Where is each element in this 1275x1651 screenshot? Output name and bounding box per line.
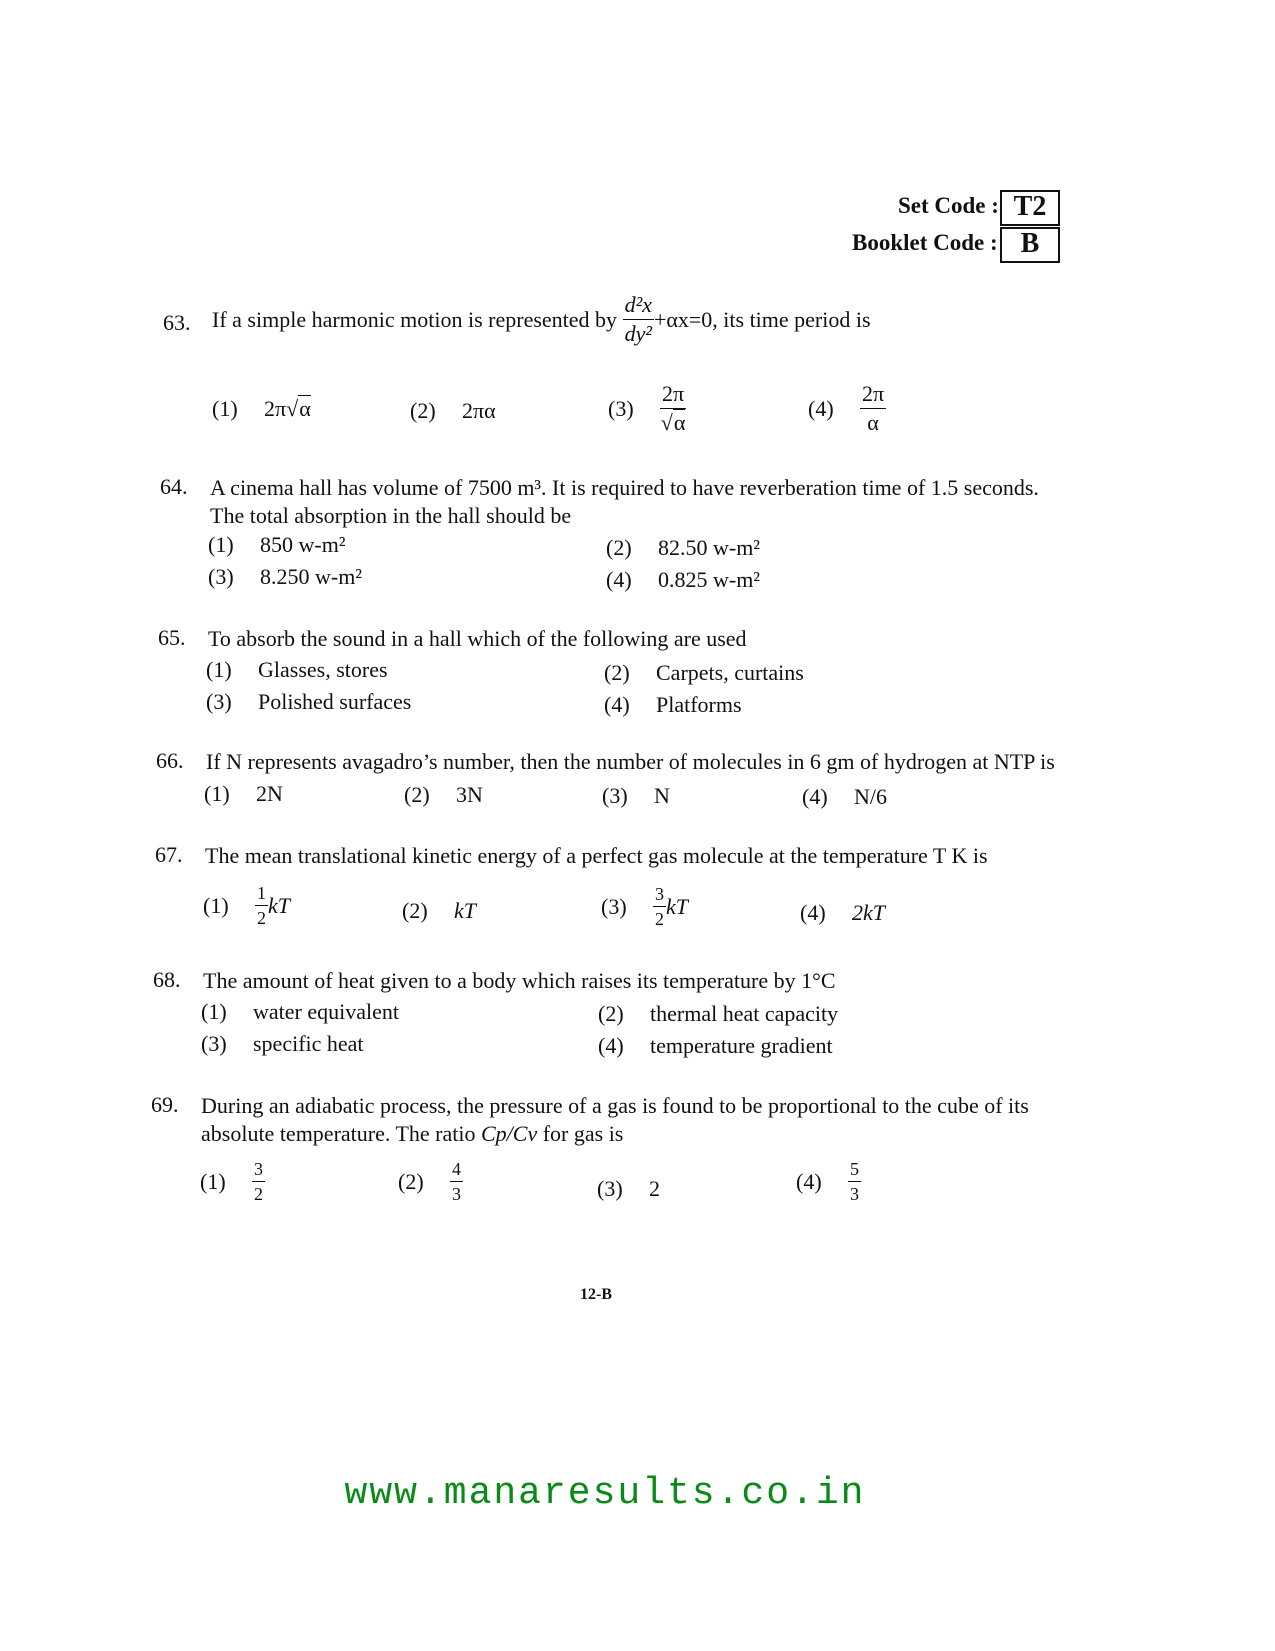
- ratio-term: Cp/Cv: [480, 1121, 538, 1146]
- question-number: 66.: [156, 748, 184, 773]
- option-2: (2) 2πα: [410, 398, 496, 423]
- question-number: 69.: [151, 1092, 179, 1117]
- option-1: (1) Glasses, stores: [206, 657, 388, 682]
- question-number: 64.: [160, 474, 188, 499]
- option-4: (4) 2kT: [800, 900, 885, 925]
- question-number: 63.: [163, 310, 191, 335]
- option-3: (3) $\frac{3}{2}$ kT: [601, 884, 688, 929]
- option-4: (4) $\frac{2\pi}{\alpha}$: [808, 381, 885, 435]
- question-text: The amount of heat given to a body which raises its temperature by 1°C: [203, 968, 836, 993]
- question-number: 68.: [153, 967, 181, 992]
- question-text: If N represents avagadro’s number, then the number of molecules in 6 gm of hydrogen at NTP is: [206, 749, 1055, 774]
- option-2: (2) thermal heat capacity: [598, 1001, 839, 1026]
- option-1: (1) 2N: [204, 781, 283, 806]
- question-number: 67.: [155, 842, 183, 867]
- option-4: (4) Platforms: [604, 692, 742, 717]
- option-2: (2) 82.50 w-m²: [606, 535, 760, 560]
- option-3: (3) 8.250 w-m²: [208, 564, 362, 589]
- option-3: (3) $\frac{2\pi}{√\alpha}$: [608, 381, 686, 435]
- option-1: (1) water equivalent: [201, 999, 399, 1024]
- option-1: (1) $\frac{3}{2}$: [200, 1159, 263, 1204]
- equation-fraction: $\frac{\text{d²x}}{\text{dy²}}$: [624, 292, 652, 346]
- booklet-code-box: B: [1000, 227, 1060, 263]
- option-4: (4) $\frac{5}{3}$: [796, 1159, 859, 1204]
- question-text: [212, 294, 1032, 345]
- question-text: [201, 1092, 1061, 1148]
- option-4: (4) N/6: [802, 784, 887, 809]
- option-4: (4) 0.825 w-m²: [606, 567, 760, 592]
- option-3: (3) N: [602, 783, 670, 808]
- option-4: (4) temperature gradient: [598, 1033, 833, 1058]
- question-text: To absorb the sound in a hall which of the following are used: [208, 626, 747, 651]
- option-3: (3) specific heat: [201, 1031, 364, 1056]
- question-text-part: If a simple harmonic motion is represented by: [212, 306, 618, 332]
- option-3: (3) 2: [597, 1176, 660, 1201]
- option-1: (1) 2π√α: [212, 396, 311, 421]
- option-2: (2) Carpets, curtains: [604, 660, 804, 685]
- question-text: The mean translational kinetic energy of a perfect gas molecule at the temperature T K is: [205, 843, 988, 868]
- question-text-part: for gas is: [542, 1121, 624, 1146]
- option-2: (2) kT: [402, 898, 476, 923]
- option-3: (3) Polished surfaces: [206, 689, 412, 714]
- question-text: A cinema hall has volume of 7500 m³. It is required to have reverberation time of 1.5 seconds. The total absorption in the hall should be: [210, 475, 1039, 528]
- booklet-code-label: Booklet Code :: [852, 230, 998, 255]
- equation-rest: +αx=0: [653, 306, 713, 332]
- page-number: 12-B: [580, 1286, 612, 1303]
- option-2: (2) $\frac{4}{3}$: [398, 1159, 461, 1204]
- question-number: 65.: [158, 625, 186, 650]
- option-1: (1) $\frac{1}{2}$ kT: [203, 883, 290, 928]
- set-code-label: Set Code :: [898, 193, 999, 218]
- website-link[interactable]: www.manaresults.co.in: [344, 1472, 866, 1515]
- set-code-box: T2: [1000, 190, 1060, 226]
- option-1: (1) 850 w-m²: [208, 532, 346, 557]
- question-text-part: , its time period is: [712, 306, 871, 332]
- option-2: (2) 3N: [404, 782, 483, 807]
- question-text-part: During an adiabatic process, the pressure of a gas is found to be proportional to the cube of its absolute temperature. The ratio: [201, 1093, 1029, 1146]
